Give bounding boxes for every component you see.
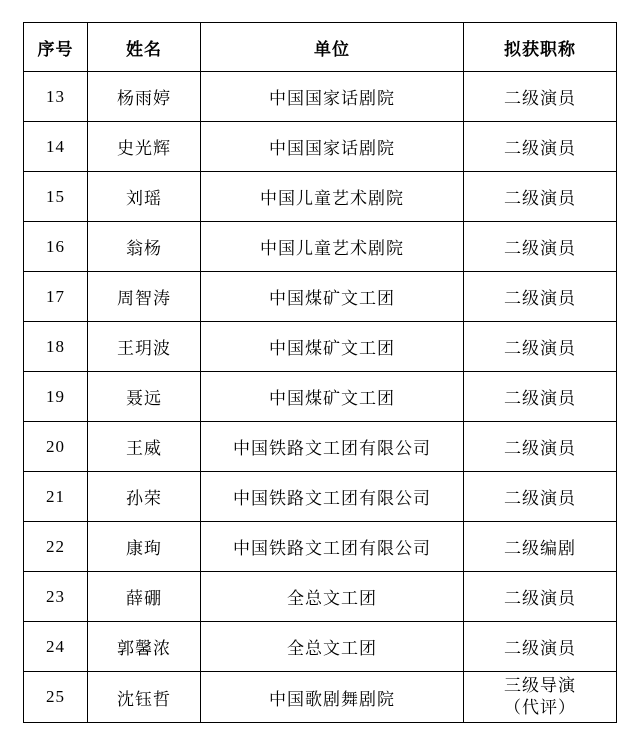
table-row bbox=[24, 522, 617, 572]
cell-name: 聂远 bbox=[88, 372, 201, 422]
cell-name: 史光辉 bbox=[88, 122, 201, 172]
cell-serial-number: 17 bbox=[24, 272, 88, 322]
header-unit: 单位 bbox=[201, 23, 464, 72]
cell-unit: 全总文工团 bbox=[201, 622, 464, 672]
title-multiline bbox=[504, 675, 576, 719]
cell-unit: 中国国家话剧院 bbox=[201, 72, 464, 122]
cell-unit: 中国儿童艺术剧院 bbox=[201, 172, 464, 222]
cell-unit: 中国铁路文工团有限公司 bbox=[201, 472, 464, 522]
table-row bbox=[24, 472, 617, 522]
cell-title bbox=[464, 672, 617, 723]
cell-serial-number: 19 bbox=[24, 372, 88, 422]
table-row bbox=[24, 572, 617, 622]
header-serial-number: 序号 bbox=[24, 23, 88, 72]
cell-name: 郭馨浓 bbox=[88, 622, 201, 672]
cell-serial-number: 13 bbox=[24, 72, 88, 122]
cell-title: 二级演员 bbox=[464, 622, 617, 672]
cell-serial-number: 15 bbox=[24, 172, 88, 222]
cell-name: 康珣 bbox=[88, 522, 201, 572]
table-row bbox=[24, 72, 617, 122]
table-row bbox=[24, 622, 617, 672]
cell-title: 二级演员 bbox=[464, 72, 617, 122]
cell-name: 薛硼 bbox=[88, 572, 201, 622]
cell-name: 沈钰哲 bbox=[88, 672, 201, 723]
header-name: 姓名 bbox=[88, 23, 201, 72]
cell-title: 二级演员 bbox=[464, 222, 617, 272]
header-row bbox=[24, 23, 617, 72]
cell-name: 翁杨 bbox=[88, 222, 201, 272]
cell-name: 刘瑶 bbox=[88, 172, 201, 222]
cell-serial-number: 23 bbox=[24, 572, 88, 622]
cell-serial-number: 16 bbox=[24, 222, 88, 272]
cell-name: 王玥波 bbox=[88, 322, 201, 372]
cell-serial-number: 21 bbox=[24, 472, 88, 522]
cell-unit: 中国国家话剧院 bbox=[201, 122, 464, 172]
table-row bbox=[24, 372, 617, 422]
table-row bbox=[24, 222, 617, 272]
cell-name: 王威 bbox=[88, 422, 201, 472]
cell-title: 二级演员 bbox=[464, 472, 617, 522]
cell-serial-number: 25 bbox=[24, 672, 88, 723]
cell-unit: 中国歌剧舞剧院 bbox=[201, 672, 464, 723]
cell-title: 二级演员 bbox=[464, 122, 617, 172]
cell-title: 二级演员 bbox=[464, 172, 617, 222]
table-row bbox=[24, 422, 617, 472]
title-main-text: 三级导演 bbox=[504, 676, 576, 696]
header-proposed-title: 拟获职称 bbox=[464, 23, 617, 72]
cell-unit: 全总文工团 bbox=[201, 572, 464, 622]
cell-serial-number: 14 bbox=[24, 122, 88, 172]
cell-title: 二级演员 bbox=[464, 372, 617, 422]
table-row bbox=[24, 172, 617, 222]
cell-name: 周智涛 bbox=[88, 272, 201, 322]
cell-unit: 中国铁路文工团有限公司 bbox=[201, 522, 464, 572]
cell-unit: 中国煤矿文工团 bbox=[201, 272, 464, 322]
cell-unit: 中国儿童艺术剧院 bbox=[201, 222, 464, 272]
cell-serial-number: 20 bbox=[24, 422, 88, 472]
cell-name: 孙荣 bbox=[88, 472, 201, 522]
cell-serial-number: 22 bbox=[24, 522, 88, 572]
cell-name: 杨雨婷 bbox=[88, 72, 201, 122]
table-row bbox=[24, 322, 617, 372]
cell-unit: 中国煤矿文工团 bbox=[201, 322, 464, 372]
cell-serial-number: 24 bbox=[24, 622, 88, 672]
title-note-text: （代评） bbox=[504, 698, 576, 718]
cell-title: 二级演员 bbox=[464, 272, 617, 322]
cell-unit: 中国铁路文工团有限公司 bbox=[201, 422, 464, 472]
cell-title: 二级演员 bbox=[464, 422, 617, 472]
cell-title: 二级演员 bbox=[464, 322, 617, 372]
cell-title: 二级编剧 bbox=[464, 522, 617, 572]
cell-serial-number: 18 bbox=[24, 322, 88, 372]
table-row bbox=[24, 122, 617, 172]
table-row bbox=[24, 272, 617, 322]
table-row bbox=[24, 672, 617, 723]
cell-title: 二级演员 bbox=[464, 572, 617, 622]
cell-unit: 中国煤矿文工团 bbox=[201, 372, 464, 422]
personnel-title-table bbox=[23, 22, 617, 723]
